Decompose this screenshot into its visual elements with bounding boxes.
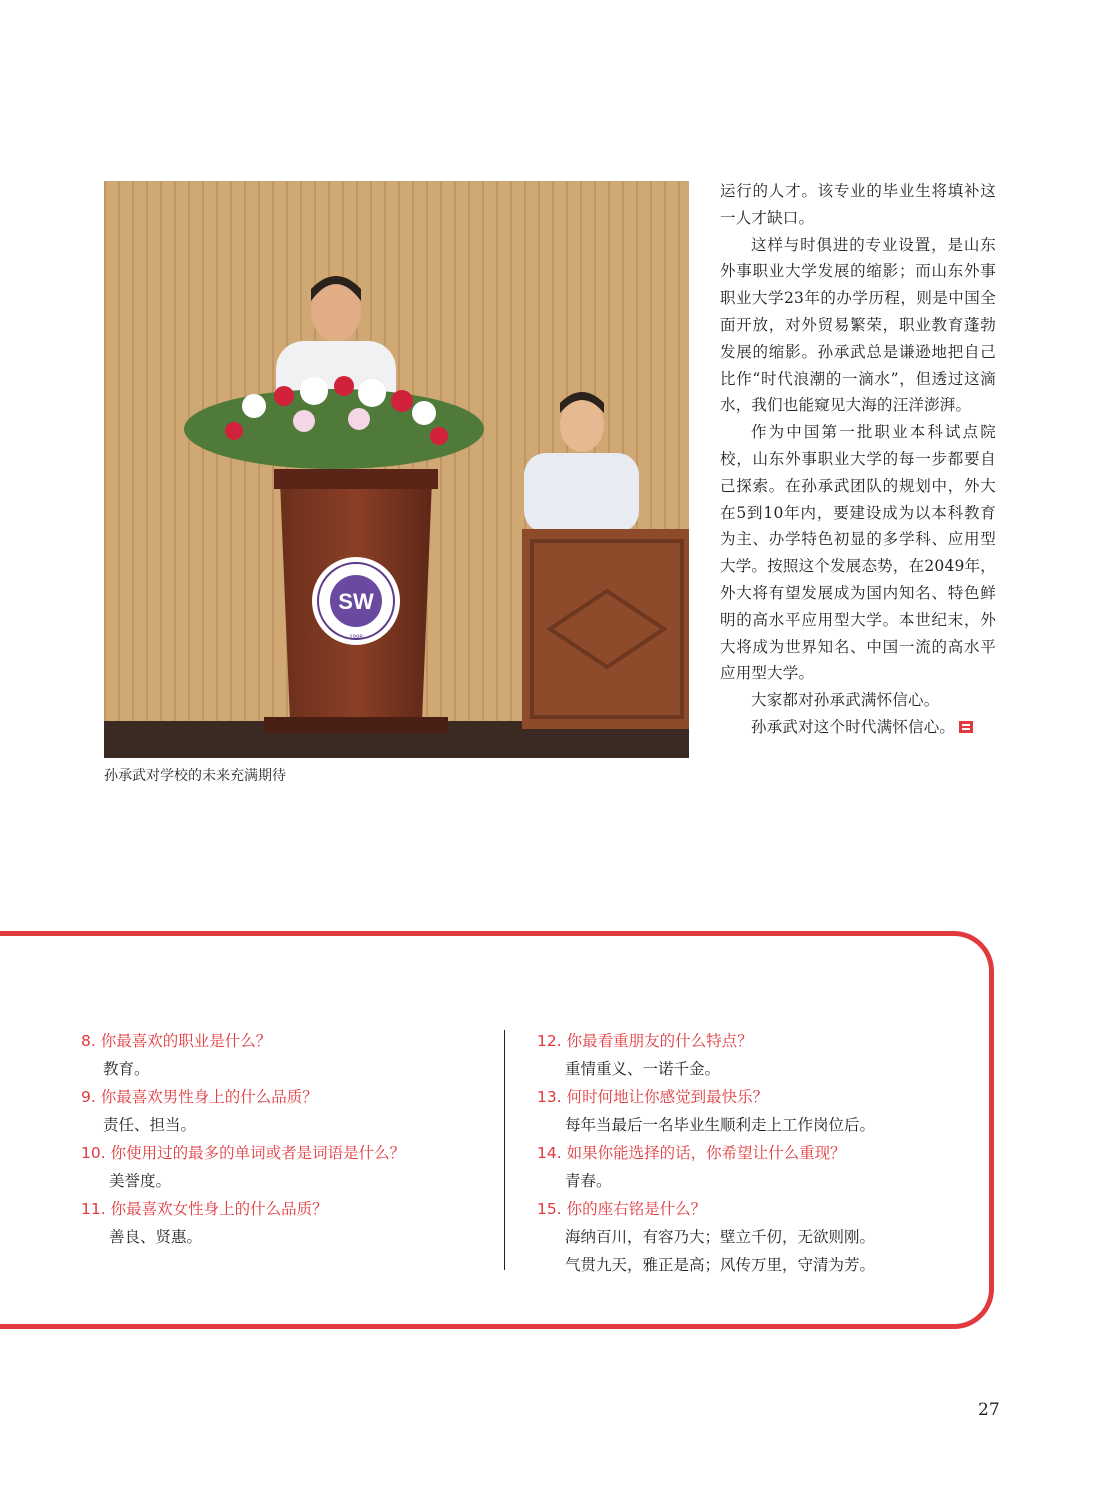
answer: 气贯九天，雅正是高；风传万里，守清为芳。 (565, 1256, 876, 1274)
question: 10. 你使用过的最多的单词或者是词语是什么？ (81, 1144, 406, 1162)
question: 15. 你的座右铭是什么？ (537, 1200, 707, 1218)
column-divider (504, 1030, 505, 1270)
paragraph: 作为中国第一批职业本科试点院校，山东外事职业大学的每一步都要自己探索。在孙承武团队的规划中，外大在5到10年内，要建设成为以本科教育为主、办学特色初显的多学科、应用型大学。按照这个发展态势，在2049年，外大将有望发展成为国内知名、特色鲜明的高水平应用型大学。本世纪末，外大将成为世界知名、中国一流的高水平应用型大学。 (720, 423, 996, 683)
logo-letters: SW (338, 589, 374, 614)
article-photo (104, 181, 689, 758)
photo-caption: 孙承武对学校的未来充满期待 (104, 768, 286, 784)
question: 8. 你最喜欢的职业是什么？ (81, 1032, 272, 1050)
paragraph-last (720, 714, 996, 741)
question: 13. 何时何地让你感觉到最快乐？ (537, 1088, 769, 1106)
end-mark-icon (959, 721, 973, 733)
answer: 重情重义、一诺千金。 (565, 1060, 721, 1078)
qa-column-right (537, 1027, 957, 1279)
answer: 海纳百川，有容乃大；壁立千仞，无欲则刚。 (565, 1228, 876, 1246)
paragraph: 大家都对孙承武满怀信心。 (751, 691, 940, 710)
answer: 责任、担当。 (103, 1116, 197, 1134)
qa-column-left (81, 1027, 491, 1251)
question: 14. 如果你能选择的话，你希望让什么重现？ (537, 1144, 846, 1162)
answer: 美誉度。 (109, 1172, 172, 1190)
paragraph-text: 孙承武对这个时代满怀信心。 (751, 717, 956, 736)
answer: 善良、贤惠。 (109, 1228, 203, 1246)
paragraph: 这样与时俱进的专业设置，是山东外事职业大学发展的缩影；而山东外事职业大学23年的办学历程，则是中国全面开放，对外贸易繁荣，职业教育蓬勃发展的缩影。孙承武总是谦逊地把自己比作“时代浪潮的一滴水”，但透过这滴水，我们也能窥见大海的汪洋澎湃。 (720, 235, 996, 415)
page-number: 27 (978, 1400, 1000, 1420)
answer: 青春。 (565, 1172, 612, 1190)
paragraph: 运行的人才。该专业的毕业生将填补这一人才缺口。 (720, 182, 996, 227)
question: 12. 你最看重朋友的什么特点？ (537, 1032, 753, 1050)
speech-scene-illustration (104, 181, 689, 758)
question: 9. 你最喜欢男性身上的什么品质？ (81, 1088, 318, 1106)
answer: 教育。 (103, 1060, 150, 1078)
answer: 每年当最后一名毕业生顺利走上工作岗位后。 (565, 1116, 876, 1134)
question: 11. 你最喜欢女性身上的什么品质？ (81, 1200, 328, 1218)
logo-year: 1998 (349, 635, 363, 641)
article-body (720, 178, 996, 741)
